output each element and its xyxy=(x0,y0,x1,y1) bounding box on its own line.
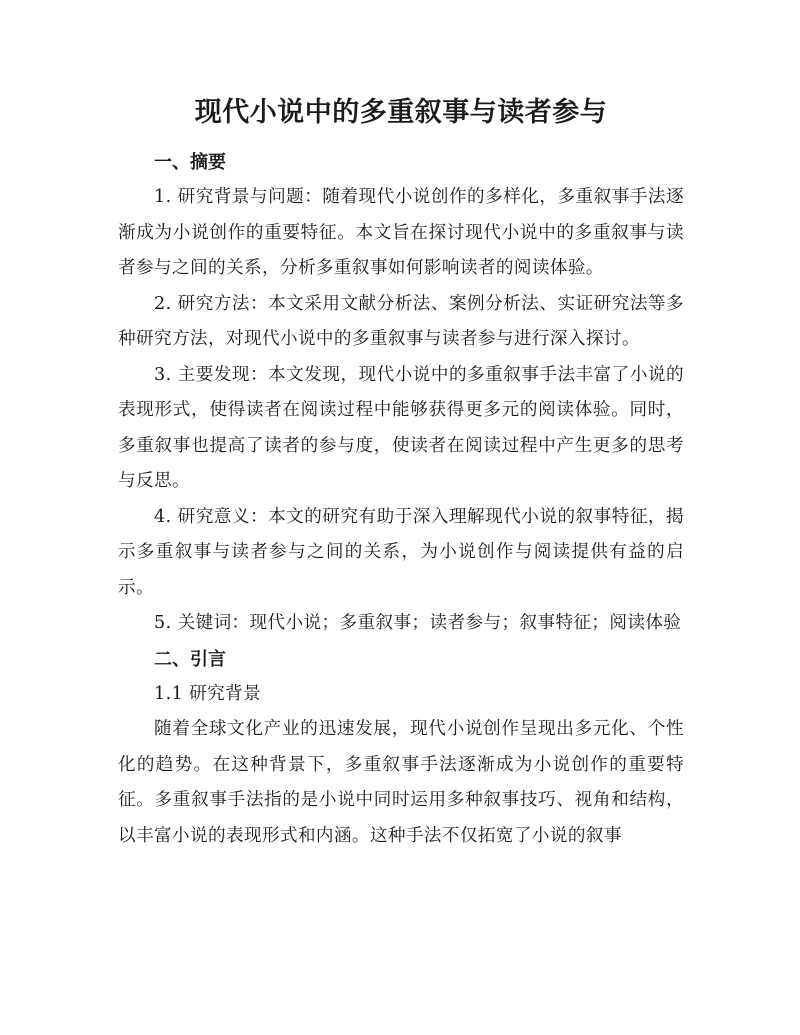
document-page xyxy=(118,95,684,854)
introduction-section xyxy=(118,642,684,855)
abstract-item-significance: 4. 研究意义：本文的研究有助于深入理解现代小说的叙事特征，揭示多重叙事与读者参与之间的关系，为小说创作与阅读提供有益的启示。 xyxy=(118,506,684,598)
abstract-item-keywords: 5. 关键词：现代小说；多重叙事；读者参与；叙事特征；阅读体验 xyxy=(154,613,682,633)
abstract-section xyxy=(118,145,684,642)
document-title: 现代小说中的多重叙事与读者参与 xyxy=(194,97,608,128)
abstract-item-findings: 3. 主要发现：本文发现，现代小说中的多重叙事手法丰富了小说的表现形式，使得读者在阅读过程中能够获得更多元的阅读体验。同时，多重叙事也提高了读者的参与度，使读者在阅读过程中产生更多的思考与反思。 xyxy=(118,364,684,491)
abstract-item-background: 1. 研究背景与问题：随着现代小说创作的多样化，多重叙事手法逐渐成为小说创作的重要特征。本文旨在探讨现代小说中的多重叙事与读者参与之间的关系，分析多重叙事如何影响读者的阅读体验。 xyxy=(118,187,684,278)
introduction-heading: 二、引言 xyxy=(154,648,226,670)
introduction-paragraph: 随着全球文化产业的迅速发展，现代小说创作呈现出多元化、个性化的趋势。在这种背景下，多重叙事手法逐渐成为小说创作的重要特征。多重叙事手法指的是小说中同时运用多种叙事技巧、视角和结构，以丰富小说的表现形式和内涵。这种手法不仅拓宽了小说的叙事 xyxy=(118,719,684,846)
subsection-title: 1.1 研究背景 xyxy=(154,683,262,704)
abstract-item-methods: 2. 研究方法：本文采用文献分析法、案例分析法、实证研究法等多种研究方法，对现代小说中的多重叙事与读者参与进行深入探讨。 xyxy=(118,293,684,349)
abstract-heading: 一、摘要 xyxy=(154,152,226,173)
